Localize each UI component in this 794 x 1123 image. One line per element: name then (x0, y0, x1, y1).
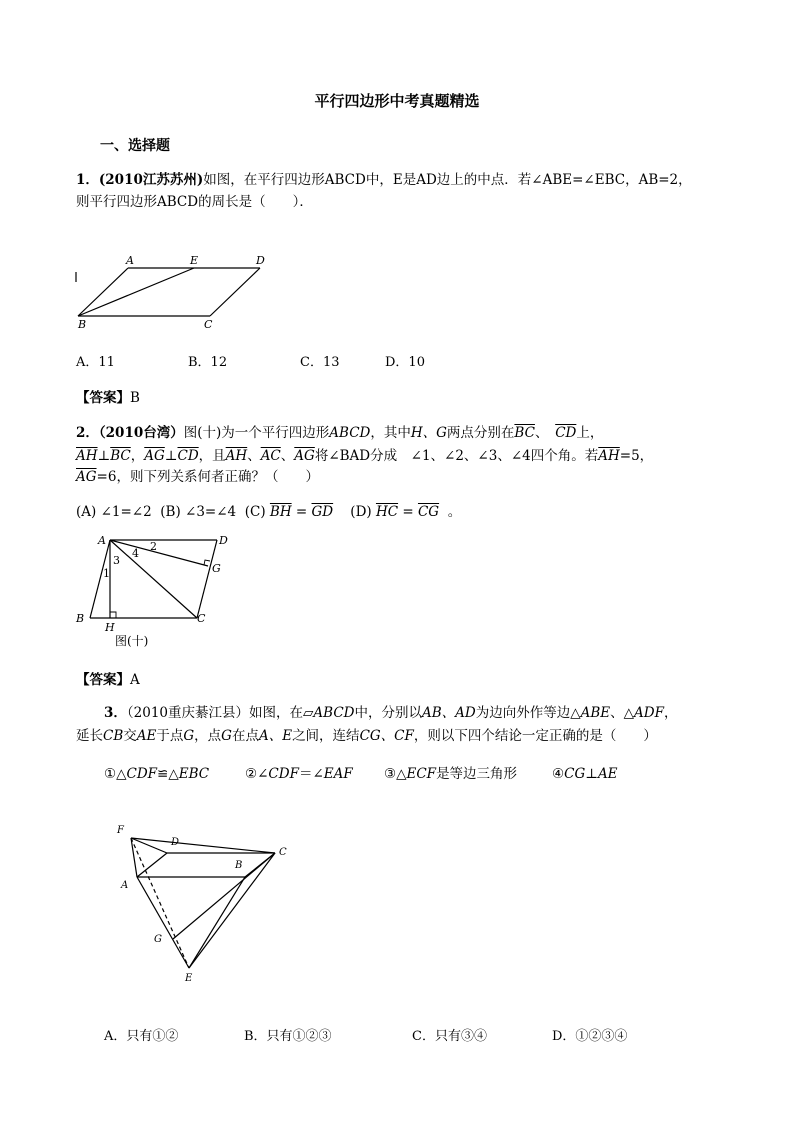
q2-figure (70, 528, 240, 653)
q3-label-d: D (171, 837, 180, 848)
q2-answer-value: A (130, 672, 140, 688)
q1-label-a: A (126, 254, 134, 267)
q3-label-g: G (154, 934, 162, 945)
q3-conclusion-4 (552, 764, 618, 784)
q2-label-d: D (219, 534, 228, 547)
q2-angle-2: 2 (150, 540, 157, 553)
q2-label-b: B (76, 612, 85, 625)
q2-text: ，其中 (370, 425, 411, 441)
q3-text: EAF (323, 766, 353, 782)
q3-text: G (221, 728, 232, 744)
q3-segment-fe-dashed (131, 838, 189, 968)
q2-answer (76, 668, 140, 688)
q3-segment-cf (131, 838, 275, 853)
q3-conclusion-2 (245, 764, 353, 784)
q3-text: A、E (258, 728, 293, 744)
q3-text: ▱ABCD (303, 705, 355, 721)
q3-label-c: C (279, 847, 287, 858)
q3-text: ADF (634, 705, 664, 721)
q2-text: ⊥ (97, 448, 111, 464)
q3-text: 为边向外作等边△ (475, 705, 581, 721)
q1-figure (70, 250, 290, 335)
q2-label-h: H (105, 621, 115, 634)
q1-side-ab (78, 268, 128, 316)
q2-options-end: 。 (447, 504, 462, 520)
q3-option-c: C．只有③④ (412, 1029, 487, 1044)
q3-segment-ce (189, 853, 275, 968)
q2-source: （2010台湾） (98, 425, 184, 441)
q2-option-a: (A) ∠1=∠2 (76, 504, 152, 520)
q3-side-ad (137, 853, 167, 877)
q3-text: ABE (580, 705, 611, 721)
q3-segment-af (131, 838, 137, 877)
q2-segment: $\overline{AH}$ (76, 448, 98, 464)
q3-source: （2010重庆綦江县） (126, 705, 250, 721)
q2-answer-tag: 【答案】 (76, 672, 130, 688)
q1-segment-be (78, 268, 194, 316)
q1-option-d: D．10 (385, 355, 425, 370)
q3-text: ③△ (384, 766, 407, 782)
q2-line2 (76, 446, 653, 466)
q1-source: (2010江苏苏州) (98, 172, 204, 188)
q2-option-d-prefix: (D) (350, 504, 372, 520)
q3-segment-be (189, 877, 245, 968)
q2-segment: $\overline{BH}$ (269, 504, 292, 520)
q1-line1 (76, 170, 692, 190)
q3-text: ，则以下四个结论一定正确的是（ ） (413, 728, 657, 744)
q3-option-a: A．只有①② (104, 1029, 179, 1044)
q2-equals: = (291, 504, 312, 520)
q2-right-angle-h (110, 612, 116, 618)
q1-label-c: C (204, 318, 213, 331)
q3-text: AE (597, 766, 618, 782)
q3-text: ⊥ (585, 766, 598, 782)
q3-text: ECF (406, 766, 437, 782)
q3-text: ，点 (194, 728, 222, 744)
q3-line2 (76, 726, 657, 746)
q3-label-f: F (117, 825, 124, 836)
q1-option-a: A．11 (76, 355, 115, 370)
q3-text: ≌△ (157, 766, 179, 782)
q2-angle-1: 1 (103, 567, 110, 580)
q3-option-d: D．①②③④ (552, 1029, 628, 1044)
q3-text: CDF (126, 766, 158, 782)
q2-segment: $\overline{AC}$ (260, 448, 281, 464)
q2-text: 、 (280, 448, 295, 464)
q2-option-c-prefix: (C) (244, 504, 266, 520)
q2-text: 、 (534, 425, 542, 441)
q2-segment: $\overline{GD}$ (311, 504, 334, 520)
q3-label-e: E (185, 973, 193, 984)
q2-option-c (245, 504, 333, 520)
q1-option-c: C．13 (300, 355, 340, 370)
q3-label-a: A (121, 880, 129, 891)
q3-text: G (183, 728, 195, 744)
q2-equals: = (398, 504, 418, 520)
q1-line2: 则平行四边形ABCD的周长是（ ）． (76, 194, 313, 210)
q3-text: ＝∠ (298, 766, 324, 782)
q1-text1: 如图，在平行四边形ABCD中，E是AD边上的中点．若∠ABE=∠EBC，AB=2， (203, 172, 692, 188)
q2-angle-4: 4 (132, 547, 139, 560)
q3-figure (105, 815, 305, 990)
q2-text: 图(十)为一个平行四边形 (183, 425, 330, 441)
q2-options (76, 502, 461, 522)
q3-text: 中，分别以 (354, 705, 422, 721)
q1-number: 1． (76, 172, 99, 188)
q2-segment: $\overline{BC}$ (110, 448, 131, 464)
q2-line1 (76, 423, 603, 443)
q3-text: CG (564, 766, 586, 782)
q3-text: 于点 (156, 728, 184, 744)
q1-label-b: B (78, 318, 87, 331)
q1-option-b: B．12 (188, 355, 228, 370)
q3-conclusion-1 (104, 764, 209, 784)
q2-angle-3: 3 (113, 554, 120, 567)
q2-option-b: (B) ∠3=∠4 (160, 504, 237, 520)
q1-answer (76, 386, 140, 406)
q3-text: 在点 (231, 728, 259, 744)
q3-text: ②∠ (245, 766, 269, 782)
q2-text: 上， (576, 425, 604, 441)
q3-text: 如图，在 (249, 705, 304, 721)
q3-text: AE (136, 728, 157, 744)
q3-text: 是等边三角形 (436, 766, 518, 782)
q2-segment: $\overline{AG}$ (294, 448, 315, 464)
q3-line1 (104, 703, 678, 723)
q2-text: 两点分别在 (446, 425, 515, 441)
q3-text: 交 (123, 728, 137, 744)
q3-text: EBC (178, 766, 210, 782)
q1-label-e: E (190, 254, 199, 267)
q2-text: 将∠BAD分成 ∠1、∠2、∠3、∠4四个角。若 (314, 448, 599, 464)
q1-answer-tag: 【答案】 (76, 390, 130, 406)
q3-conclusion-3 (384, 764, 517, 784)
q2-label-a: A (98, 534, 106, 547)
q3-text: ①△ (104, 766, 127, 782)
q2-option-d (350, 504, 439, 520)
q3-number: 3． (104, 705, 127, 721)
page-title: 平行四边形中考真题精选 (314, 92, 480, 110)
q3-segment-ae (137, 877, 189, 968)
q1-answer-value: B (130, 390, 140, 406)
q3-label-b: B (235, 860, 243, 871)
q1-label-d: D (256, 254, 265, 267)
q2-figure-caption: 图(十) (115, 634, 149, 648)
q2-text: =6，则下列关系何者正确？（ ） (96, 469, 319, 485)
q3-text: CB (103, 728, 124, 744)
q3-text: CG、CF (359, 728, 414, 744)
q3-text: AB、AD (421, 705, 476, 721)
q3-option-b: B．只有①②③ (244, 1029, 332, 1044)
q2-segment: $\overline{CD}$ (177, 448, 199, 464)
q2-text: H、G (410, 425, 447, 441)
q2-segment: $\overline{AH}$ (225, 448, 248, 464)
q2-segment: $\overline{CD}$ (555, 425, 577, 441)
q2-side-dc (197, 540, 217, 618)
q2-segment: $\overline{HC}$ (375, 504, 399, 520)
q3-text: 、△ (610, 705, 635, 721)
q2-text: =5， (619, 448, 654, 464)
q2-right-angle-g (204, 560, 210, 565)
q3-segment-cg (173, 853, 275, 939)
q2-text: 、 (247, 448, 261, 464)
q3-text: ④ (552, 766, 565, 782)
q2-segment: $\overline{AG}$ (144, 448, 165, 464)
q3-text: 延长 (76, 728, 103, 744)
q2-number: 2． (76, 425, 99, 441)
q2-text: ， (130, 448, 145, 464)
q3-text: ， (664, 705, 678, 721)
section-heading: 一、选择题 (100, 138, 170, 154)
q2-text: ABCD (329, 425, 371, 441)
q2-segment: $\overline{AG}$ (76, 469, 97, 485)
q2-segment: $\overline{AH}$ (598, 448, 620, 464)
q3-text: 之间，连结 (292, 728, 360, 744)
q2-segment: $\overline{CG}$ (417, 504, 440, 520)
q2-line3 (76, 467, 319, 487)
q3-text: CDF (268, 766, 299, 782)
q2-label-g: G (212, 562, 221, 575)
q2-text: ⊥ (164, 448, 178, 464)
q2-text: ，且 (198, 448, 226, 464)
q1-side-dc (210, 268, 260, 316)
q2-segment: $\overline{BC}$ (514, 425, 535, 441)
q2-label-c: C (197, 612, 206, 625)
